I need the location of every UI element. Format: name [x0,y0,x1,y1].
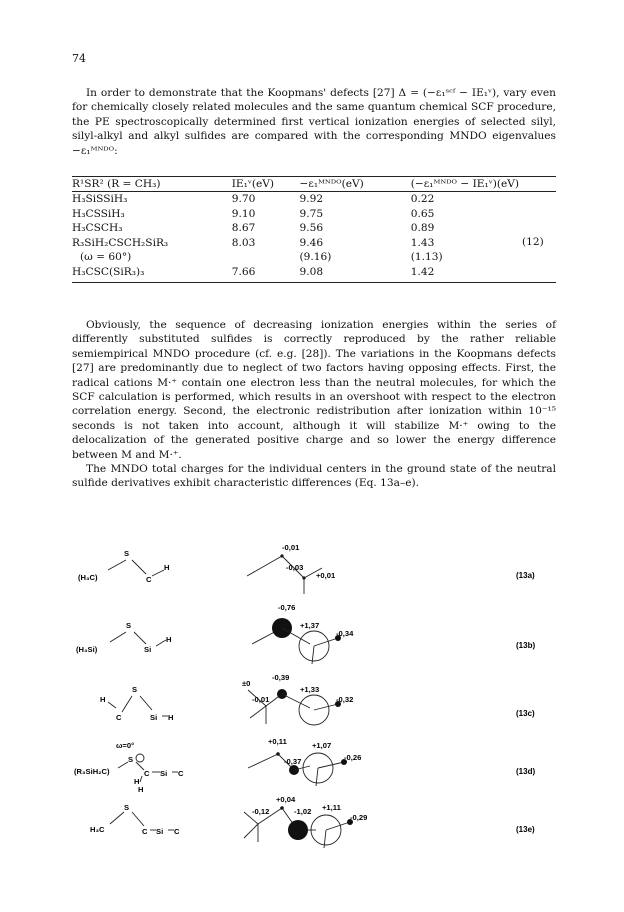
table-row [72,221,556,236]
charge-figure [72,540,572,900]
table-cell: 8.03 [231,236,256,249]
atom-label: (H₃C) [78,573,98,582]
charges-13a [247,543,336,594]
structure-13b [76,621,171,654]
table-cell: 0.65 [410,207,435,220]
atom-label: C [144,769,150,778]
charge-label: +1,07 [312,741,332,750]
charge-label: -0,34 [336,629,354,638]
table-cell: 8.67 [231,222,256,235]
atom-label: ω=0° [116,741,135,750]
charge-diagrams [72,540,572,900]
equation-label: (13d) [516,767,536,776]
structure-13d [74,741,184,794]
atom-label: S [126,621,132,630]
table-cell: R₃SiH₂CSCH₂SiR₃ [72,236,169,249]
atom-label: H [168,713,174,722]
equation-label: (13c) [516,709,535,718]
atom-label: S [128,755,134,764]
charge-label: +0,04 [276,795,296,804]
charge-label: +0,11 [268,737,287,746]
charge-label: -0,76 [278,603,296,612]
table-header: R¹SR² (R = CH₃) [72,177,232,192]
table-cell: 9.10 [231,207,256,220]
table-cell: 0.22 [410,193,435,205]
atom-label: C [178,769,184,778]
table-row [72,192,556,207]
table-cell: 9.56 [299,222,324,235]
atom-label: Si [150,713,158,722]
equation-label: (13e) [516,825,535,834]
charge-label: +1,11 [322,803,341,812]
structure-13c [100,685,173,722]
table-cell: 9.70 [231,193,256,205]
charge-label: -0,32 [336,695,354,704]
table-header: −ε₁ᴹᴺᴰᴼ(eV) [299,177,410,192]
charges-text: The MNDO total charges for the individual centers in the ground state of the neutral sulfide derivatives exhibit characteristic differences (Eq. 13a–e). [72,463,556,490]
charge-label: -0,03 [286,563,304,572]
charge-label: -0,26 [344,753,362,762]
table-cell: 0.89 [410,222,435,235]
charge-label: -0,39 [272,673,290,682]
table-header: (−ε₁ᴹᴺᴰᴼ − IE₁ᵛ)(eV) [411,177,556,192]
atom-label: (H₃Si) [76,645,98,654]
charge-label: +0,01 [316,571,336,580]
charges-paragraph [72,462,556,491]
table-cell [232,250,300,265]
table-cell: (9.16) [299,251,332,264]
atom-label: Si [144,645,152,654]
charges-13c [242,673,353,725]
table-cell: (1.13) [410,251,443,264]
table-row [72,265,556,282]
equation-label: (13a) [516,571,535,580]
table-cell: H₃CSC(SiR₃)₃ [72,265,232,282]
table-header: IE₁ᵛ(eV) [232,177,300,192]
equation-number: (12) [522,236,544,248]
atom-label: S [124,803,130,812]
atom-label: H [134,777,140,786]
atom-label: H [138,785,144,794]
intro-text: In order to demonstrate that the Koopmans' defects [27] Δ = (−ε₁ˢᶜᶠ − IE₁ᵛ), vary even for chemically closely related molecules and the same quantum chemical SCF procedure, the PE spectroscopically determined first vertical ionization energies of selected silyl, silyl-alkyl and alkyl sulfides are compared with the corresponding MNDO eigenvalues −ε₁ᴹᴺᴰᴼ: [72,87,556,157]
intro-paragraph [72,86,556,158]
table-row [72,207,556,222]
charges-13d [248,737,361,786]
discussion-text: Obviously, the sequence of decreasing ionization energies within the series of differently substituted sulfides is correctly reproduced by the rather reliable semiempirical MNDO procedure (cf. e.g. [28]). The variations in the Koopmans defects [27] are predominantly due to neglect of two factors having opposing effects. First, the radical cations M·⁺ contain one electron less than the neutral molecules, for which the SCF calculation is performed, which results in an overshoot with respect to the electron correlation energy. Second, the electronic redistribution after ionization within 10⁻¹⁵ seconds is not taken into account, although it will stabilize M·⁺ owing to the delocalization of the generated positive charge and so lower the energy difference between M and M·⁺. [72,319,556,461]
charge-label: -1,02 [294,807,312,816]
charge-label: -0,01 [282,543,300,552]
table-cell: 1.42 [411,265,556,282]
charge-label: +1,33 [300,685,320,694]
atom-label: H [100,695,106,704]
discussion-paragraph [72,318,556,462]
atom-label: C [116,713,122,722]
atom-label: S [132,685,138,694]
table-row [72,250,556,265]
table-cell: H₃SiSSiH₃ [72,193,128,205]
charges-13b [252,603,354,664]
table-cell: 9.92 [299,193,324,205]
charge-label: ±0 [242,679,251,688]
table-cell: H₃CSSiH₃ [72,207,125,220]
table-cell: 1.43 [410,236,435,249]
table-cell: (ω = 60°) [80,251,132,264]
atom-label: H [166,635,172,644]
atom-label: H₃C [90,825,105,834]
table-header-row [72,177,556,192]
charge-label: -0,01 [252,695,270,704]
atom-label: C [174,827,180,836]
charge-label: -0,12 [252,807,270,816]
charge-label: +1,37 [300,621,320,630]
structure-13a [78,549,169,584]
charges-13e [244,795,367,848]
atom-label: H [164,563,170,572]
ionization-table [72,176,556,283]
charge-label: -0,29 [350,813,368,822]
table-cell: 7.66 [232,265,300,282]
atom-label: C [142,827,148,836]
table-cell: 9.08 [299,265,410,282]
charge-label: -0,37 [284,757,302,766]
table-cell: 9.46 [299,236,324,249]
table-row [72,236,556,251]
equation-label: (13b) [516,641,536,650]
atom-label: S [124,549,130,558]
atom-label: C [146,575,152,584]
table-cell: 9.75 [299,207,324,220]
page-number: 74 [72,52,86,65]
table-cell: H₃CSCH₃ [72,222,123,235]
structure-13e [90,803,180,836]
atom-label: Si [156,827,164,836]
atom-label: Si [160,769,168,778]
atom-label: (R₃SiH₂C) [74,767,110,776]
